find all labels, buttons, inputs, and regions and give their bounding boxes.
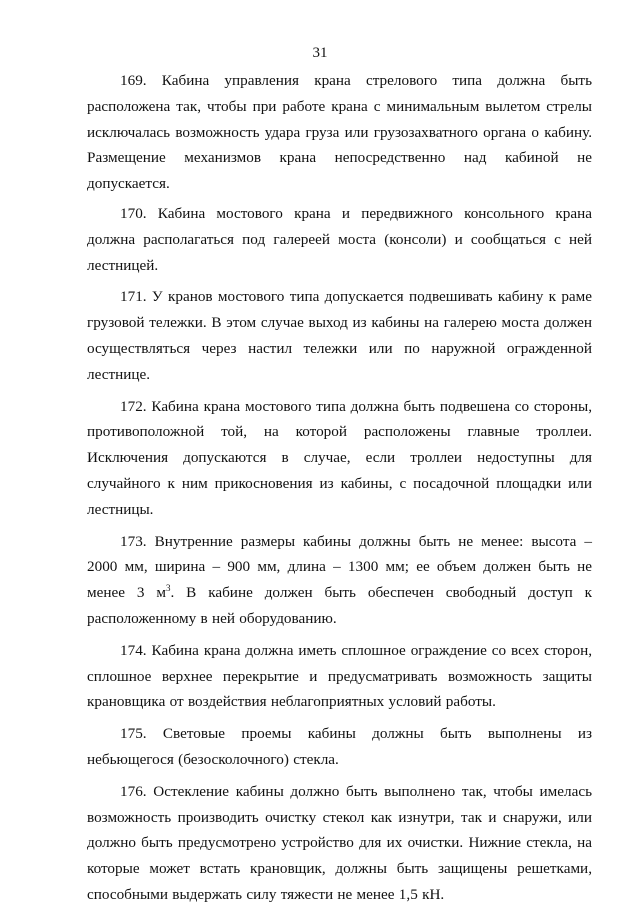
paragraph-text: Кабина управления крана стрелового типа должна быть расположена так, чтобы при работе крана с минимальным вылетом стрелы исключалась возможность удара груза или грузозахватного органа о кабину. Размещение механизмов крана непосредственно над кабиной не допускается. bbox=[87, 72, 592, 193]
paragraph-text-before: Внутренние размеры кабины должны быть не менее: высота – 2000 мм, ширина – 900 мм, длина – 1300 мм; ее объем должен быть не менее 3 м bbox=[87, 532, 593, 602]
paragraph-number: 171. bbox=[120, 288, 147, 306]
paragraph-171 bbox=[87, 284, 592, 387]
paragraph-number: 175. bbox=[120, 725, 147, 743]
paragraph-number: 173. bbox=[120, 532, 147, 550]
paragraph-174 bbox=[87, 638, 592, 715]
paragraph-text: Световые проемы кабины должны быть выполнены из небьющегося (безосколочного) стекла. bbox=[87, 725, 592, 768]
paragraph-175 bbox=[87, 721, 592, 773]
page-number: 31 bbox=[312, 45, 328, 61]
paragraph-173 bbox=[87, 529, 592, 632]
document-body bbox=[87, 68, 592, 914]
paragraph-number: 174. bbox=[120, 641, 147, 659]
paragraph-169 bbox=[87, 68, 592, 197]
paragraph-text: Кабина крана должна иметь сплошное ограждение со всех сторон, сплошное верхнее перекрытие и предусматривать возможность защиты крановщика от воздействия неблагоприятных условий работы. bbox=[87, 641, 592, 711]
paragraph-176 bbox=[87, 779, 592, 908]
superscript-exponent: 3 bbox=[165, 583, 171, 594]
paragraph-number: 169. bbox=[120, 72, 147, 89]
paragraph-text-after: . В кабине должен быть обеспечен свободный доступ к расположенному в ней оборудованию. bbox=[87, 584, 592, 627]
paragraph-170 bbox=[87, 201, 592, 278]
paragraph-number: 172. bbox=[120, 397, 147, 415]
paragraph-text: Остекление кабины должно быть выполнено так, чтобы имелась возможность производить очистку стекол как изнутри, так и снаружи, или должно быть предусмотрено устройство для их очистки. Нижние стекла, на которые может встать крановщик, должны быть защищены решетками, способными выдержать силу тяжести не менее 1,5 кН. bbox=[87, 782, 593, 903]
paragraph-text: Кабина крана мостового типа должна быть подвешена со стороны, противоположной той, на которой расположены главные троллеи. Исключения допускаются в случае, если троллеи недоступны для случайного к ним прикосновения из кабины, с посадочной площадки или лестницы. bbox=[87, 397, 593, 518]
paragraph-number: 176. bbox=[120, 782, 147, 800]
paragraph-text: Кабина мостового крана и передвижного консольного крана должна располагаться под галереей моста (консоли) и сообщаться с ней лестницей. bbox=[87, 204, 593, 274]
paragraph-text: У кранов мостового типа допускается подвешивать кабину к раме грузовой тележки. В этом случае выход из кабины на галерею моста должен осуществляться через настил тележки или по наружной огражденной лестнице. bbox=[87, 288, 593, 383]
paragraph-number: 170. bbox=[120, 204, 147, 222]
paragraph-172 bbox=[87, 394, 592, 523]
